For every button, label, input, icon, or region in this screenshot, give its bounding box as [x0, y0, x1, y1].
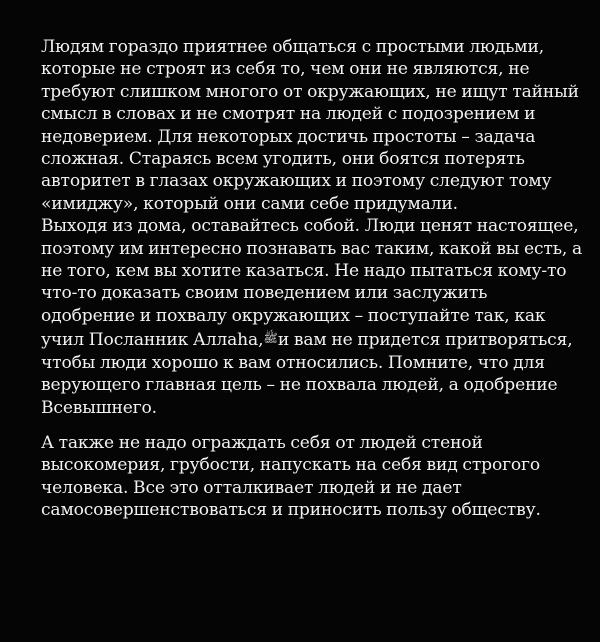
- paragraph-line: верующего главная цель – не похвала людей, а одобрение: [41, 375, 558, 396]
- paragraph-line: сложная. Стараясь всем угодить, они боятся потерять: [41, 149, 525, 170]
- paragraph-line: требуют слишком многого от окружающих, не ищут тайный: [41, 81, 579, 102]
- paragraph-line: недоверием. Для некоторых достичь простоты – задача: [41, 126, 536, 147]
- paragraph-line: человека. Все это отталкивает людей и не дает: [41, 477, 462, 498]
- paragraph-line: авторитет в глазах окружающих и поэтому следуют тому: [41, 171, 552, 192]
- salawat-ligature: ﷺ: [263, 331, 278, 346]
- paragraph-line: чтобы люди хорошо к вам относились. Помните, что для: [41, 352, 545, 373]
- paragraph-line: что-то доказать своим поведением или заслужить: [41, 283, 488, 304]
- paragraph-3: [41, 432, 573, 522]
- paragraph-line: самосовершенствоваться и приносить пользу обществу.: [41, 500, 541, 521]
- paragraph-1: [41, 36, 582, 419]
- paragraph-line: Выходя из дома, оставайтесь собой. Люди ценят настоящее,: [41, 216, 579, 237]
- paragraph-line: не того, кем вы хотите казаться. Не надо пытаться кому-то: [41, 261, 567, 282]
- paragraph-line: А также не надо ограждать себя от людей стеной: [41, 433, 483, 453]
- paragraph-line: Всевышнего.: [41, 397, 157, 418]
- paragraph-line: смысл в словах и не смотрят на людей с подозрением и: [41, 104, 536, 125]
- paragraph-line: Людям гораздо приятнее общаться с простыми людьми,: [41, 37, 544, 57]
- paragraph-line: «имиджу», который они сами себе придумали.: [41, 193, 458, 214]
- paragraph-line: высокомерия, грубости, напускать на себя вид строгого: [41, 455, 540, 476]
- paragraph-line: одобрение и похвалу окружающих – поступайте так, как: [41, 305, 546, 326]
- line-continuation-text: и вам не придется притворяться,: [277, 330, 573, 351]
- paragraph-line: которые не строят из себя то, чем они не являются, не: [41, 59, 530, 80]
- prophet-name-text: учил Посланник Аллаhа,: [41, 330, 264, 351]
- paragraph-line-with-salawat: [41, 327, 573, 351]
- paragraph-line: поэтому им интересно познавать вас таким, какой вы есть, а: [41, 238, 582, 259]
